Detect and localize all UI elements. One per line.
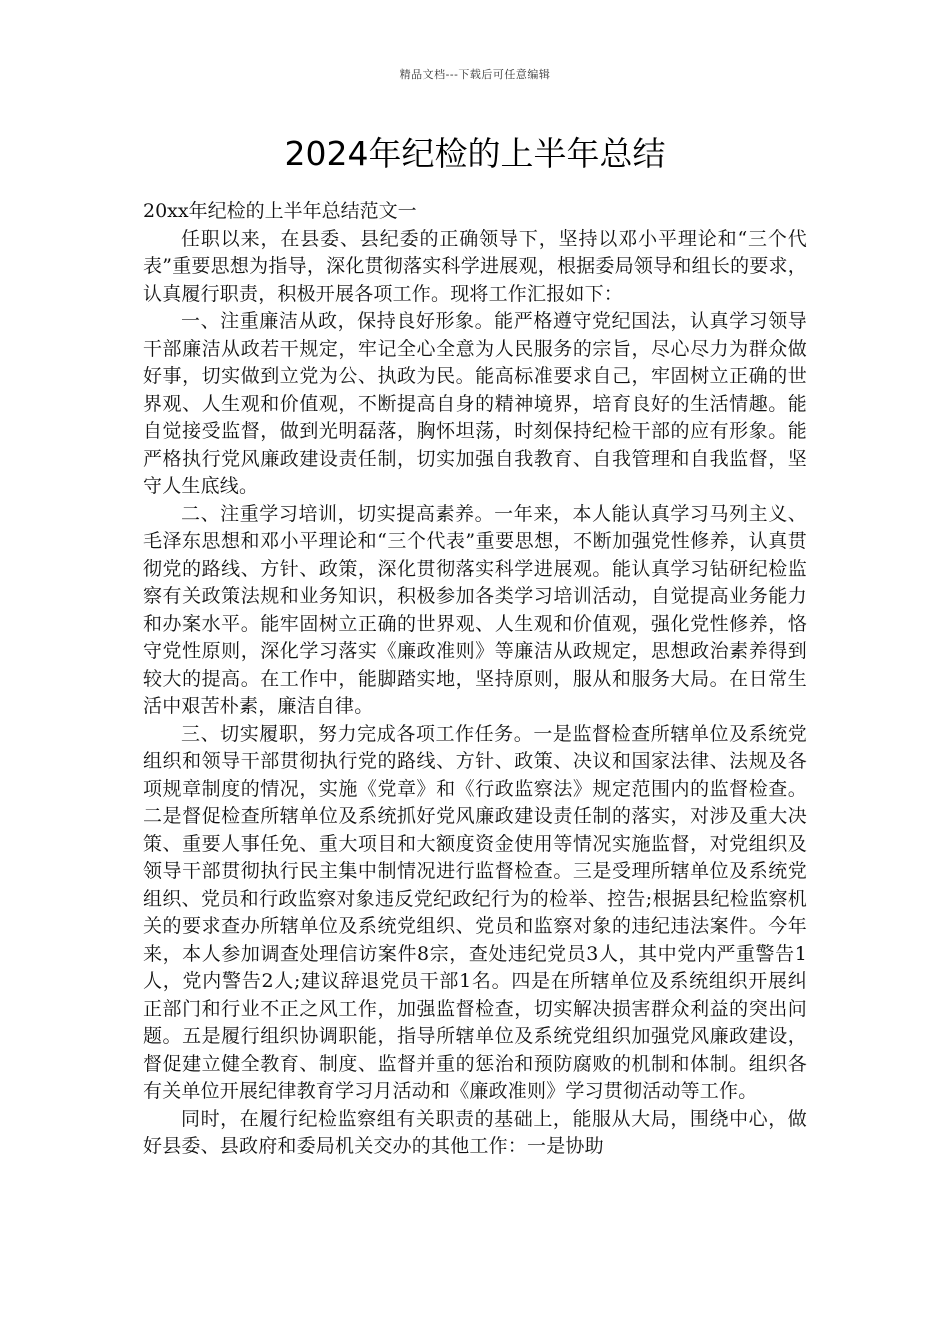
paragraph-section-3: 三、切实履职，努力完成各项工作任务。一是监督检查所辖单位及系统党组织和领导干部贯彻执行党的路线、方针、政策、决议和国家法律、法规及各项规章制度的情况，实施《党章》和《行政监察法》规定范围内的监督检查。二是督促检查所辖单位及系统抓好党风廉政建设责任制的落实，对涉及重大决策、重要人事任免、重大项目和大额度资金使用等情况实施监督，对党组织及领导干部贯彻执行民主集中制情况进行监督检查。三是受理所辖单位及系统党组织、党员和行政监察对象违反党纪政纪行为的检举、控告;根据县纪检监察机关的要求查办所辖单位及系统党组织、党员和监察对象的违纪违法案件。今年来，本人参加调查处理信访案件8宗，查处违纪党员3人，其中党内严重警告1人，党内警告2人;建议辞退党员干部1名。四是在所辖单位及系统组织开展纠正部门和行业不正之风工作，加强监督检查，切实解决损害群众利益的突出问题。五是履行组织协调职能，指导所辖单位及系统党组织加强党风廉政建设，督促建立健全教育、制度、监督并重的惩治和预防腐败的机制和体制。组织各有关单位开展纪律教育学习月活动和《廉政准则》学习贯彻活动等工作。 — [143, 722, 807, 1102]
paragraph-section-1: 一、注重廉洁从政，保持良好形象。能严格遵守党纪国法，认真学习领导干部廉洁从政若干规定，牢记全心全意为人民服务的宗旨，尽心尽力为群众做好事，切实做到立党为公、执政为民。能高标准要求自己，牢固树立正确的世界观、人生观和价值观，不断提高自身的精神境界，培育良好的生活情趣。能自觉接受监督，做到光明磊落，胸怀坦荡，时刻保持纪检干部的应有形象。能严格执行党风廉政建设责任制，切实加强自我教育、自我管理和自我监督，坚守人生底线。 — [143, 310, 807, 497]
document-body — [143, 198, 807, 1161]
paragraph-additional: 同时，在履行纪检监察组有关职责的基础上，能服从大局，围绕中心，做好县委、县政府和委局机关交办的其他工作：一是协助 — [143, 1107, 807, 1157]
document-subtitle: 20xx年纪检的上半年总结范文一 — [143, 200, 417, 222]
document-title: 2024年纪检的上半年总结 — [284, 134, 666, 173]
paragraph-section-2: 二、注重学习培训，切实提高素养。一年来，本人能认真学习马列主义、毛泽东思想和邓小平理论和“三个代表”重要思想，不断加强党性修养，认真贯彻党的路线、方针、政策，深化贯彻落实科学进展观。能认真学习钻研纪检监察有关政策法规和业务知识，积极参加各类学习培训活动，自觉提高业务能力和办案水平。能牢固树立正确的世界观、人生观和价值观，强化党性修养，恪守党性原则，深化学习落实《廉政准则》等廉洁从政规定，思想政治素养得到较大的提高。在工作中，能脚踏实地，坚持原则，服从和服务大局。在日常生活中艰苦朴素，廉洁自律。 — [143, 502, 807, 717]
header-note: 精品文档---下载后可任意编辑 — [399, 68, 551, 81]
paragraph-intro: 任职以来，在县委、县纪委的正确领导下，坚持以邓小平理论和“三个代表”重要思想为指导，深化贯彻落实科学进展观，根据委局领导和组长的要求，认真履行职责，积极开展各项工作。现将工作汇报如下： — [143, 227, 807, 305]
